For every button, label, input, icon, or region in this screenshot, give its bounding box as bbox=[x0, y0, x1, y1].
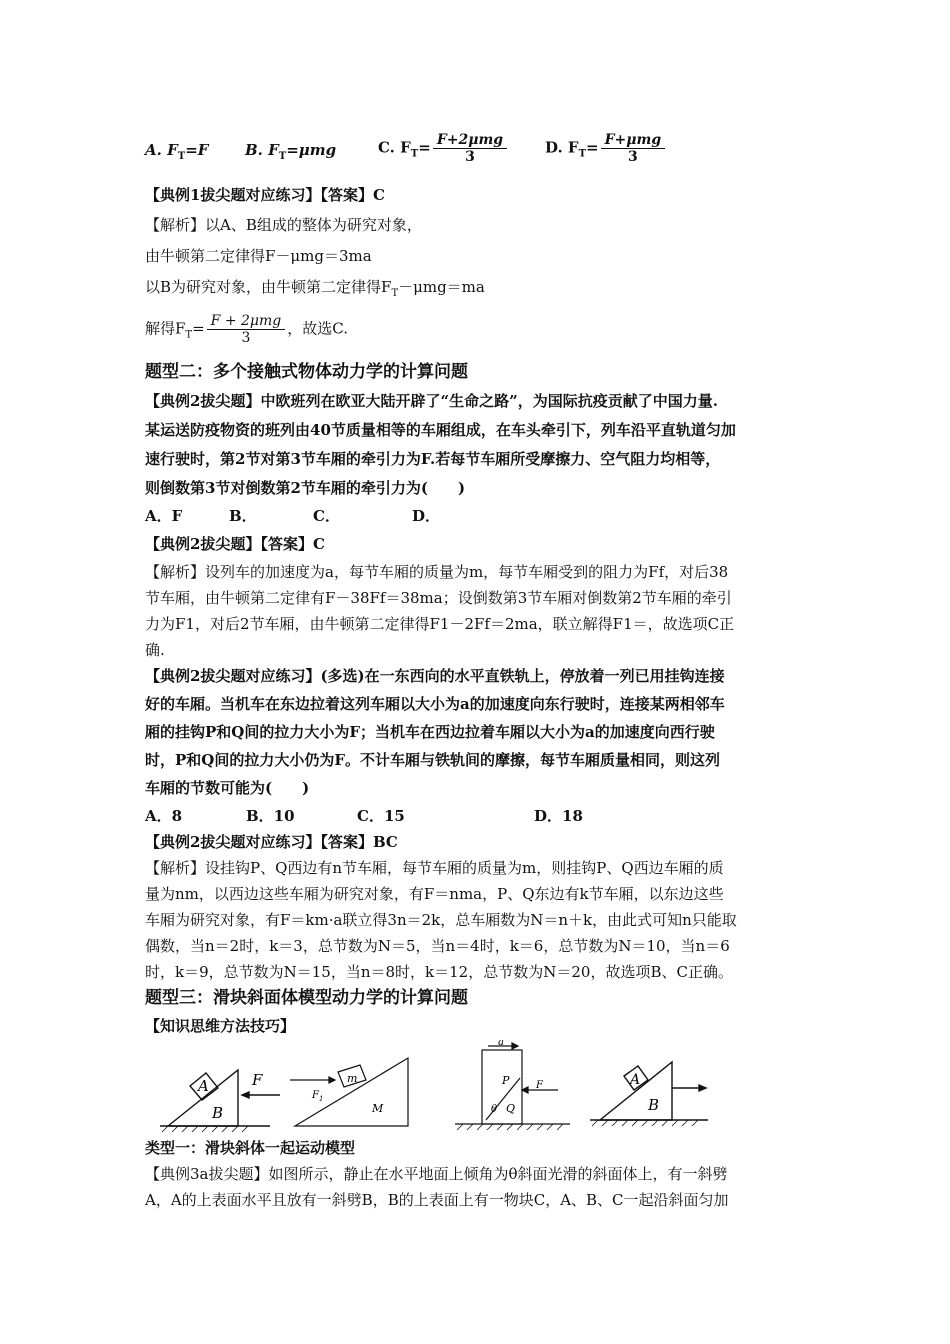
question-line: 【典例2拔尖题】中欧班列在欧亚大陆开辟了“生命之路”，为国际抗疫贡献了中国力量. bbox=[145, 392, 718, 410]
question-line: 厢的挂钩P和Q间的拉力大小为F；当机车在西边拉着车厢以大小为a的加速度向西行驶 bbox=[145, 723, 715, 741]
question-line: 某运送防疫物资的班列由40节质量相等的车厢组成，在车头牵引下，列车沿平直轨道匀加 bbox=[145, 421, 736, 439]
question-line: 车厢的节数可能为( ) bbox=[145, 779, 310, 797]
question-line: 时，P和Q间的拉力大小仍为F。不计车厢与铁轨间的摩擦，每节车厢质量相同，则这列 bbox=[145, 751, 720, 769]
question-line: A，A的上表面水平且放有一斜劈B，B的上表面上有一物块C，A、B、C一起沿斜面匀加 bbox=[145, 1191, 729, 1209]
section-heading: 题型三：滑块斜面体模型动力学的计算问题 bbox=[145, 988, 468, 1008]
answer-line: 【典例2拔尖题】【答案】C bbox=[145, 535, 325, 553]
solution-line: 量为nm，以西边这些车厢为研究对象，有F＝nma，P、Q东边有k节车厢，以东边这些 bbox=[145, 885, 724, 903]
label-a: A bbox=[198, 1077, 209, 1095]
question-line: 则倒数第3节对倒数第2节车厢的牵引力为( ) bbox=[145, 479, 466, 497]
option-b: B．10 bbox=[246, 807, 295, 825]
label-a: A bbox=[630, 1072, 641, 1088]
solution-line: 节车厢，由牛顿第二定律有F－38Ff＝38ma；设倒数第3节车厢对倒数第2节车厢的牵引 bbox=[145, 589, 732, 607]
ex1-solution-line: 由牛顿第二定律得F－μmg＝3ma bbox=[145, 247, 372, 265]
subtype-heading: 类型一：滑块斜体一起运动模型 bbox=[145, 1139, 356, 1157]
figure-incline-with-block bbox=[290, 1058, 408, 1126]
label-f: F bbox=[536, 1080, 543, 1091]
option-a: A．8 bbox=[145, 807, 183, 825]
label-f1: $F_1$ bbox=[312, 1090, 324, 1103]
question-line: 【典例2拔尖题对应练习】(多选)在一东西向的水平直铁轨上，停放着一列已用挂钩连接 bbox=[145, 667, 725, 685]
figure-wedge-pushed bbox=[590, 1062, 708, 1126]
fraction: $\frac{\text{F+μmg}}{3}$ bbox=[601, 132, 666, 165]
ex1-solution-line: 【解析】以A、B组成的整体为研究对象， bbox=[145, 216, 422, 234]
option-c: C．15 bbox=[357, 807, 405, 825]
option-b: B． bbox=[229, 507, 257, 525]
fraction: $\frac{\text{F + 2μmg}}{3}$ bbox=[207, 313, 286, 346]
label-m: m bbox=[347, 1072, 358, 1085]
label-f: F bbox=[252, 1071, 263, 1089]
option-d: D. $F_T=$ $\frac{\text{F+μmg}}{3}$ bbox=[545, 132, 667, 165]
solution-line: 车厢为研究对象，有F＝km·a联立得3n＝2k，总车厢数为N＝n＋k，由此式可知n只能取 bbox=[145, 911, 737, 929]
question-line: 速行驶时，第2节对第3节车厢的牵引力为F.若每节车厢所受摩擦力、空气阻力均相等， bbox=[145, 450, 721, 468]
method-label: 【知识思维方法技巧】 bbox=[145, 1017, 296, 1035]
physics-figures bbox=[140, 1040, 720, 1136]
option-d: D． bbox=[412, 507, 441, 525]
label-a-accel: a bbox=[498, 1040, 504, 1048]
solution-line: 【解析】设挂钩P、Q西边有n节车厢，每节车厢的质量为m，则挂钩P、Q西边车厢的质 bbox=[145, 859, 724, 877]
ex1-solution-line: 以B为研究对象，由牛顿第二定律得$F_T-\mu mg=ma$ bbox=[145, 278, 485, 299]
option-a: A. $F_T=F$ bbox=[145, 141, 209, 162]
label-theta: θ bbox=[491, 1104, 498, 1115]
section-heading: 题型二：多个接触式物体动力学的计算问题 bbox=[145, 362, 468, 382]
option-c: C． bbox=[313, 507, 340, 525]
ex1-answer: 【典例1拔尖题对应练习】【答案】C bbox=[145, 186, 385, 204]
solution-line: 确. bbox=[145, 641, 165, 659]
option-b: B. $F_T=\mu mg$ bbox=[245, 141, 337, 162]
question-line: 【典例3a拔尖题】如图所示，静止在水平地面上倾角为θ斜面光滑的斜面体上，有一斜劈 bbox=[145, 1165, 728, 1183]
answer-line: 【典例2拔尖题对应练习】【答案】BC bbox=[145, 833, 398, 851]
fraction: $\frac{\text{F+2μmg}}{3}$ bbox=[433, 132, 507, 165]
solution-line: 时，k＝9，总节数为N＝15，当n＝8时，k＝12，总节数为N＝20，故选项B、C正确。 bbox=[145, 963, 733, 981]
label-q: Q bbox=[506, 1102, 516, 1115]
option-d: D．18 bbox=[534, 807, 583, 825]
ex1-solution-line: 解得$F_T=$ $\frac{\text{F + 2μmg}}{3}$ ，故选C. bbox=[145, 313, 348, 346]
label-p: P bbox=[502, 1074, 510, 1087]
label-b: B bbox=[212, 1104, 224, 1122]
label-big-m: M bbox=[372, 1102, 384, 1115]
solution-line: 偶数，当n＝2时，k＝3，总节数为N＝5，当n＝4时，k＝6，总节数为N＝10，当n＝6 bbox=[145, 937, 730, 955]
solution-line: 【解析】设列车的加速度为a，每节车厢的质量为m，每节车厢受到的阻力为Ff，对后38 bbox=[145, 563, 729, 581]
label-b: B bbox=[648, 1096, 660, 1114]
option-a: A．F bbox=[145, 507, 183, 525]
option-c: C. $F_T=$ $\frac{\text{F+2μmg}}{3}$ bbox=[378, 132, 509, 165]
figure-box-with-arrow bbox=[455, 1043, 570, 1130]
question-line: 好的车厢。当机车在东边拉着这列车厢以大小为a的加速度向东行驶时，连接某两相邻车 bbox=[145, 695, 725, 713]
solution-line: 力为F1，对后2节车厢，由牛顿第二定律得F1－2Ff＝2ma，联立解得F1＝，故选项C正 bbox=[145, 615, 735, 633]
